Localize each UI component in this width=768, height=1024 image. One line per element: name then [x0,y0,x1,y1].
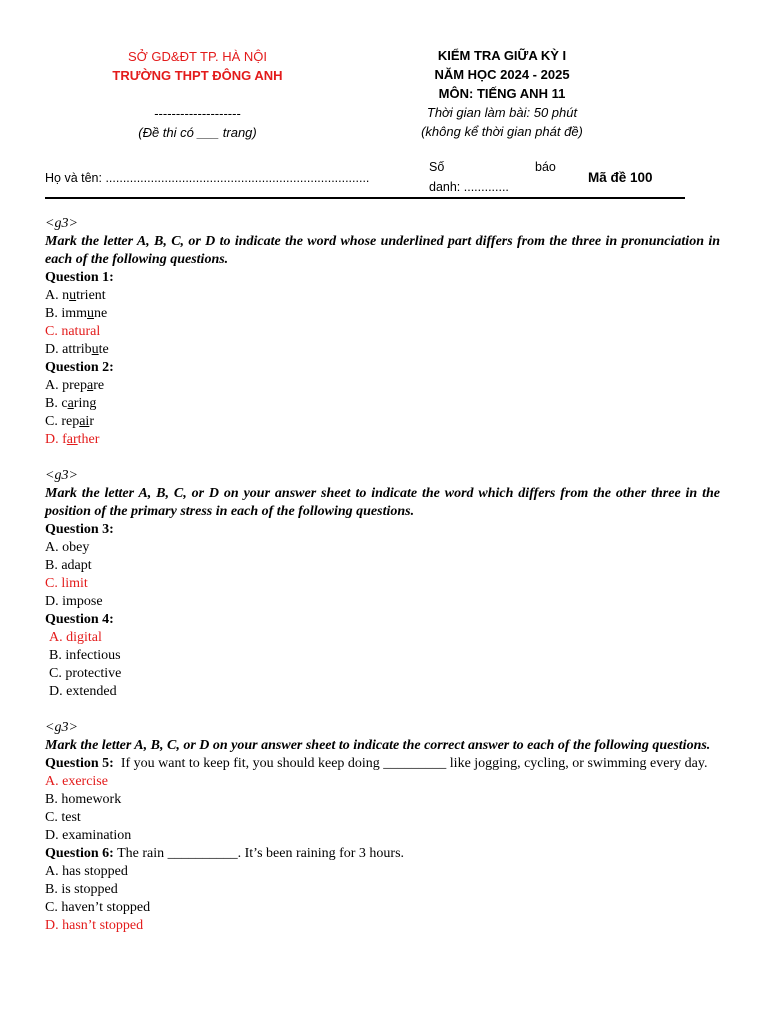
option-text: D. f [45,432,67,447]
question-label: Question 5: [45,756,114,771]
option-c: C. haven’t stopped [45,900,151,915]
exam-title: KIỂM TRA GIỮA KỲ I [437,48,567,63]
question-label: Question 3: [45,522,114,537]
underlined-part: u [69,288,77,303]
exam-content [45,215,720,935]
option-text: C. rep [45,414,80,429]
spacer [60,85,335,104]
option-d: D. examination [45,828,132,843]
underlined-part: u [91,342,99,357]
underlined-part: ar [66,432,78,447]
option-c: C. protective [49,666,122,681]
exam-code: Mã đề 100 [588,170,653,185]
option-text: D. attrib [45,342,92,357]
option-a [45,287,720,305]
option-text: B. c [45,396,68,411]
question-label: Question 1: [45,270,114,285]
underlined-part: u [87,306,95,321]
option-c-answer: C. natural [45,324,101,339]
question-label: Question 2: [45,360,114,375]
header-rule [45,197,685,199]
time-note: (không kể thời gian phát đề) [421,124,583,139]
option-text: B. imm [45,306,88,321]
option-b: B. adapt [45,558,92,573]
header-left [60,47,335,142]
option-text: ring [73,396,97,411]
option-text: A. n [45,288,70,303]
underlined-part: ai [79,414,90,429]
section-tag: <g3> [45,216,78,231]
option-text: ne [94,306,108,321]
option-c [45,413,720,431]
spacer [45,701,720,719]
option-text: r [89,414,94,429]
underlined-part: a [87,378,94,393]
option-b [45,305,720,323]
header-right [362,46,642,141]
option-d: D. extended [49,684,117,699]
exam-time: Thời gian làm bài: 50 phút [426,105,578,120]
question-stem: If you want to keep fit, you should keep doing _________ like jogging, cycling, or swimming every day. [120,756,708,771]
spacer [45,449,720,467]
department-name: SỞ GD&ĐT TP. HÀ NỘI [127,49,267,64]
option-d-answer [45,431,720,449]
option-c-answer: C. limit [45,576,88,591]
question-label: Question 6: [45,846,114,861]
underlined-part: a [67,396,74,411]
candidate-number-label-1: Số [429,160,445,174]
option-d: D. impose [45,594,103,609]
question-6 [45,845,720,863]
option-a: A. has stopped [45,864,128,879]
option-b: B. is stopped [45,882,118,897]
candidate-number-label-2: báo [535,160,556,174]
option-b: B. homework [45,792,122,807]
section-tag: <g3> [45,468,78,483]
candidate-number-field: danh: ............. [429,180,509,194]
subject: MÔN: TIẾNG ANH 11 [438,86,566,101]
option-a-answer: A. exercise [45,774,108,789]
option-d [45,341,720,359]
pages-note: (Đề thi có ___ trang) [138,125,257,140]
school-year: NĂM HỌC 2024 - 2025 [434,67,570,82]
option-d-answer: D. hasn’t stopped [45,918,144,933]
section-instruction: Mark the letter A, B, C, or D on your answer sheet to indicate the correct answer to each of the following questions. [45,738,711,753]
section-tag: <g3> [45,720,78,735]
option-text: A. prep [45,378,87,393]
section-instruction: Mark the letter A, B, C, or D to indicate the word whose underlined part differs from the three in pronunciation in each of the following questions. [45,234,720,267]
question-stem: The rain __________. It’s been raining for 3 hours. [117,846,405,861]
question-5 [45,755,720,773]
option-text: re [93,378,105,393]
option-b: B. infectious [49,648,121,663]
option-a-answer: A. digital [49,630,102,645]
option-text: ther [77,432,100,447]
name-field: Họ và tên: ............................................................................ [45,171,370,185]
divider-dashes: -------------------- [154,106,241,121]
school-name: TRƯỜNG THPT ĐÔNG ANH [112,68,283,83]
option-b [45,395,720,413]
option-text: te [98,342,109,357]
option-text: trient [76,288,106,303]
section-instruction: Mark the letter A, B, C, or D on your answer sheet to indicate the word which differs from the other three in the position of the primary stress in each of the following questions. [45,486,720,519]
option-a [45,377,720,395]
question-label: Question 4: [45,612,114,627]
option-c: C. test [45,810,81,825]
option-a: A. obey [45,540,90,555]
